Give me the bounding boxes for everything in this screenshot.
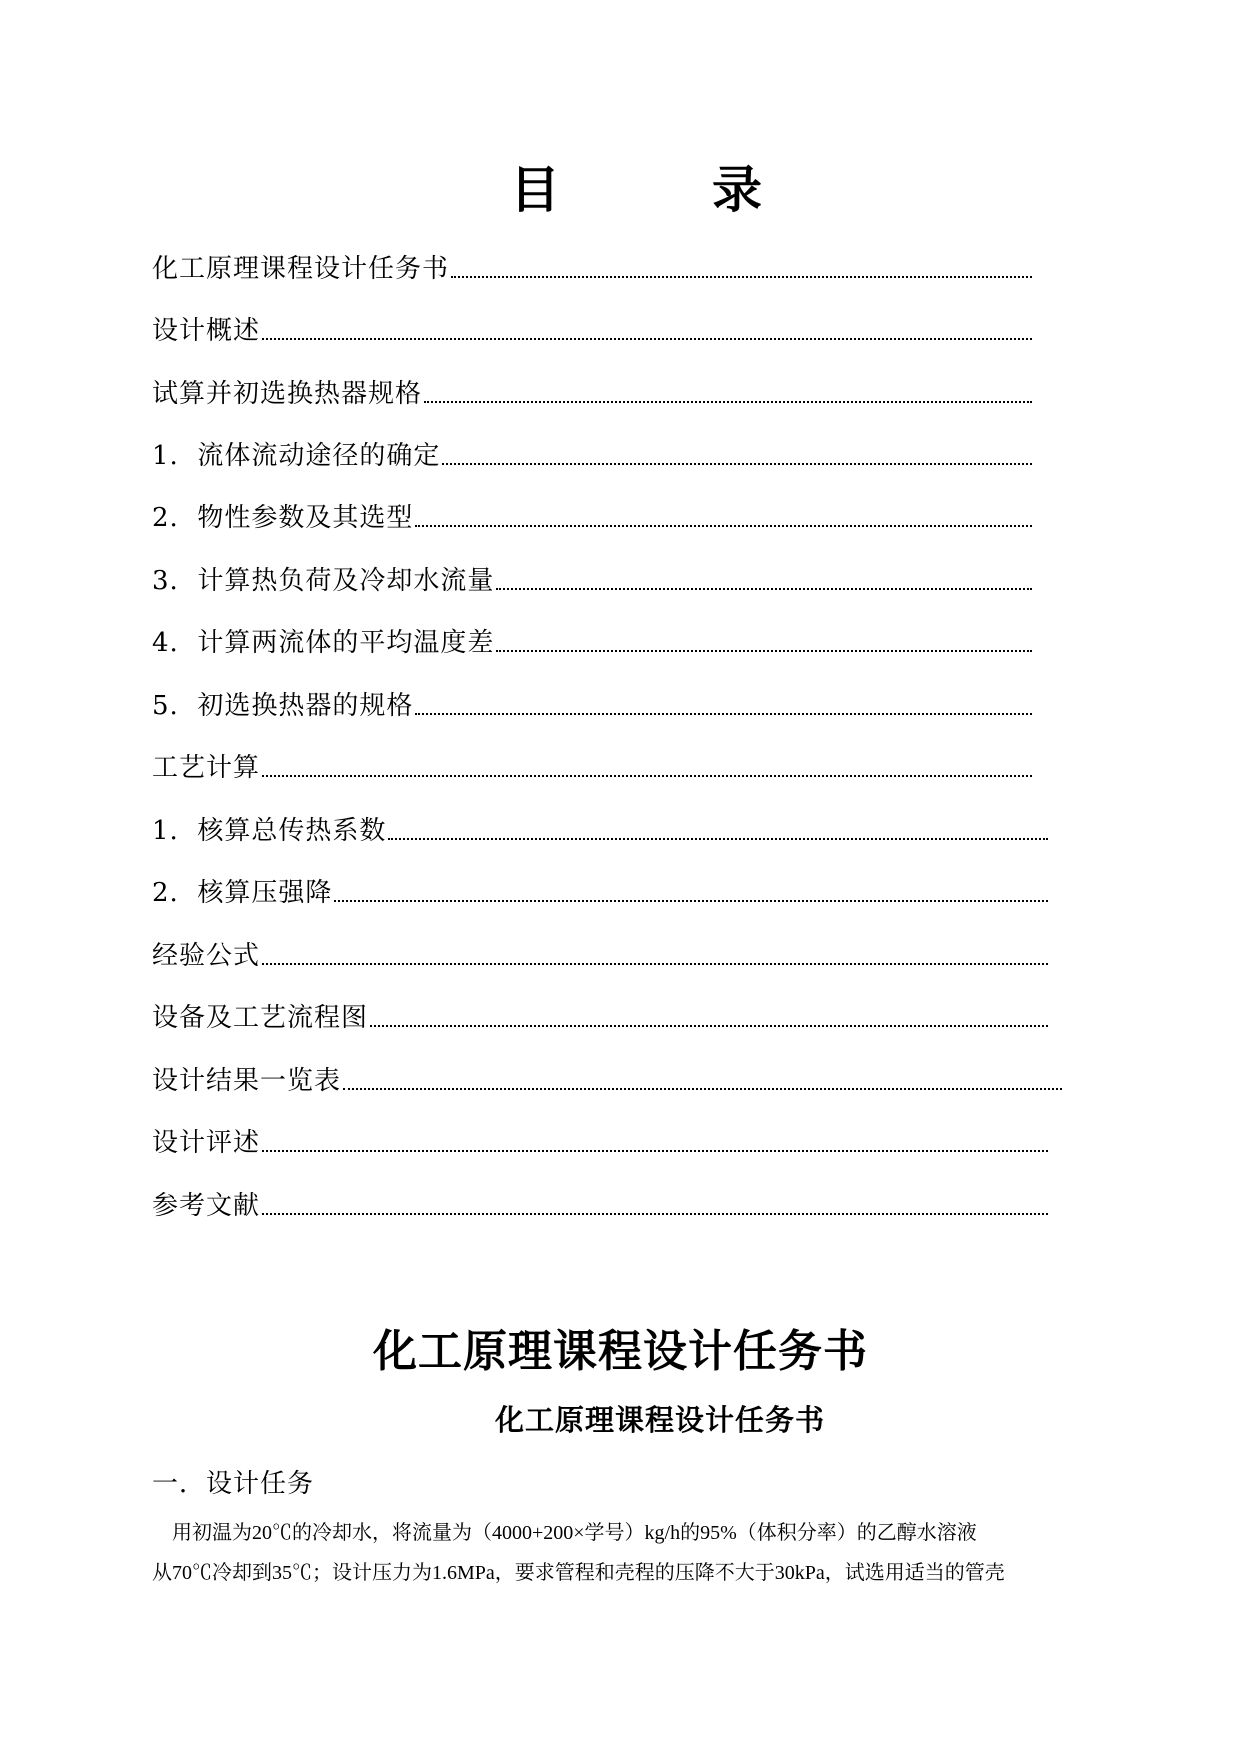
toc-entry[interactable]: [152, 1122, 1048, 1162]
document-heading: 化工原理课程设计任务书: [373, 1326, 868, 1377]
toc-entry-label: 4. 计算两流体的平均温度差: [152, 628, 495, 658]
toc-entry-label: 试算并初选换热器规格: [152, 379, 423, 409]
toc-leader-dots: [451, 276, 1032, 278]
toc-entry[interactable]: [152, 997, 1048, 1037]
toc-leader-dots: [388, 838, 1048, 840]
toc-entry-label: 经验公式: [152, 941, 261, 971]
toc-entry[interactable]: [152, 685, 1032, 725]
toc-entry-label: 化工原理课程设计任务书: [152, 254, 450, 284]
toc-entry[interactable]: [152, 248, 1032, 288]
toc-entry[interactable]: [152, 373, 1032, 413]
toc-entry-label: 3. 计算热负荷及冷却水流量: [152, 566, 495, 596]
document-subheading: 化工原理课程设计任务书: [495, 1403, 826, 1437]
toc-leader-dots: [343, 1088, 1062, 1090]
toc-title-char: 目: [510, 161, 560, 219]
toc-entry[interactable]: [152, 622, 1032, 662]
toc-leader-dots: [370, 1025, 1048, 1027]
toc-leader-dots: [262, 1213, 1048, 1215]
toc-entry-label: 1. 流体流动途径的确定: [152, 441, 441, 471]
toc-entry-label: 设计结果一览表: [152, 1066, 342, 1096]
toc-leader-dots: [262, 1150, 1048, 1152]
toc-entry[interactable]: [152, 1060, 1062, 1100]
toc-entry-label: 工艺计算: [152, 753, 261, 783]
toc-leader-dots: [262, 775, 1032, 777]
toc-leader-dots: [415, 525, 1032, 527]
toc-entry-label: 设备及工艺流程图: [152, 1003, 369, 1033]
toc-entry[interactable]: [152, 747, 1032, 787]
toc-leader-dots: [496, 650, 1032, 652]
toc-entry[interactable]: [152, 935, 1048, 975]
paragraph-line: 用初温为20℃的冷却水，将流量为（4000+200×学号）kg/h的95%（体积分率）的乙醇水溶液: [152, 1522, 977, 1544]
toc-entry[interactable]: [152, 1185, 1048, 1225]
toc-title-char: 录: [712, 161, 762, 219]
toc-entry[interactable]: [152, 810, 1048, 850]
toc-entry-label: 2. 物性参数及其选型: [152, 503, 414, 533]
toc-entry-label: 2. 核算压强降: [152, 878, 333, 908]
toc-entry-label: 设计概述: [152, 316, 261, 346]
toc-leader-dots: [442, 463, 1032, 465]
toc-leader-dots: [424, 401, 1032, 403]
toc-entry-label: 设计评述: [152, 1128, 261, 1158]
toc-entry[interactable]: [152, 435, 1032, 475]
toc-leader-dots: [496, 588, 1032, 590]
toc-entry-label: 1. 核算总传热系数: [152, 816, 387, 846]
toc-entry[interactable]: [152, 560, 1032, 600]
paragraph-line: 从70℃冷却到35℃；设计压力为1.6MPa，要求管程和壳程的压降不大于30kPa，试选用适当的管壳: [152, 1562, 1005, 1584]
toc-entry-label: 5. 初选换热器的规格: [152, 691, 414, 721]
toc-leader-dots: [262, 963, 1048, 965]
toc-entry[interactable]: [152, 310, 1032, 350]
toc-entry[interactable]: [152, 497, 1032, 537]
toc-leader-dots: [415, 713, 1032, 715]
section-title: 一．设计任务: [152, 1469, 315, 1499]
toc-title: [0, 158, 1241, 222]
toc-entry[interactable]: [152, 872, 1048, 912]
toc-leader-dots: [262, 338, 1032, 340]
toc-entry-label: 参考文献: [152, 1191, 261, 1221]
toc-leader-dots: [334, 900, 1048, 902]
